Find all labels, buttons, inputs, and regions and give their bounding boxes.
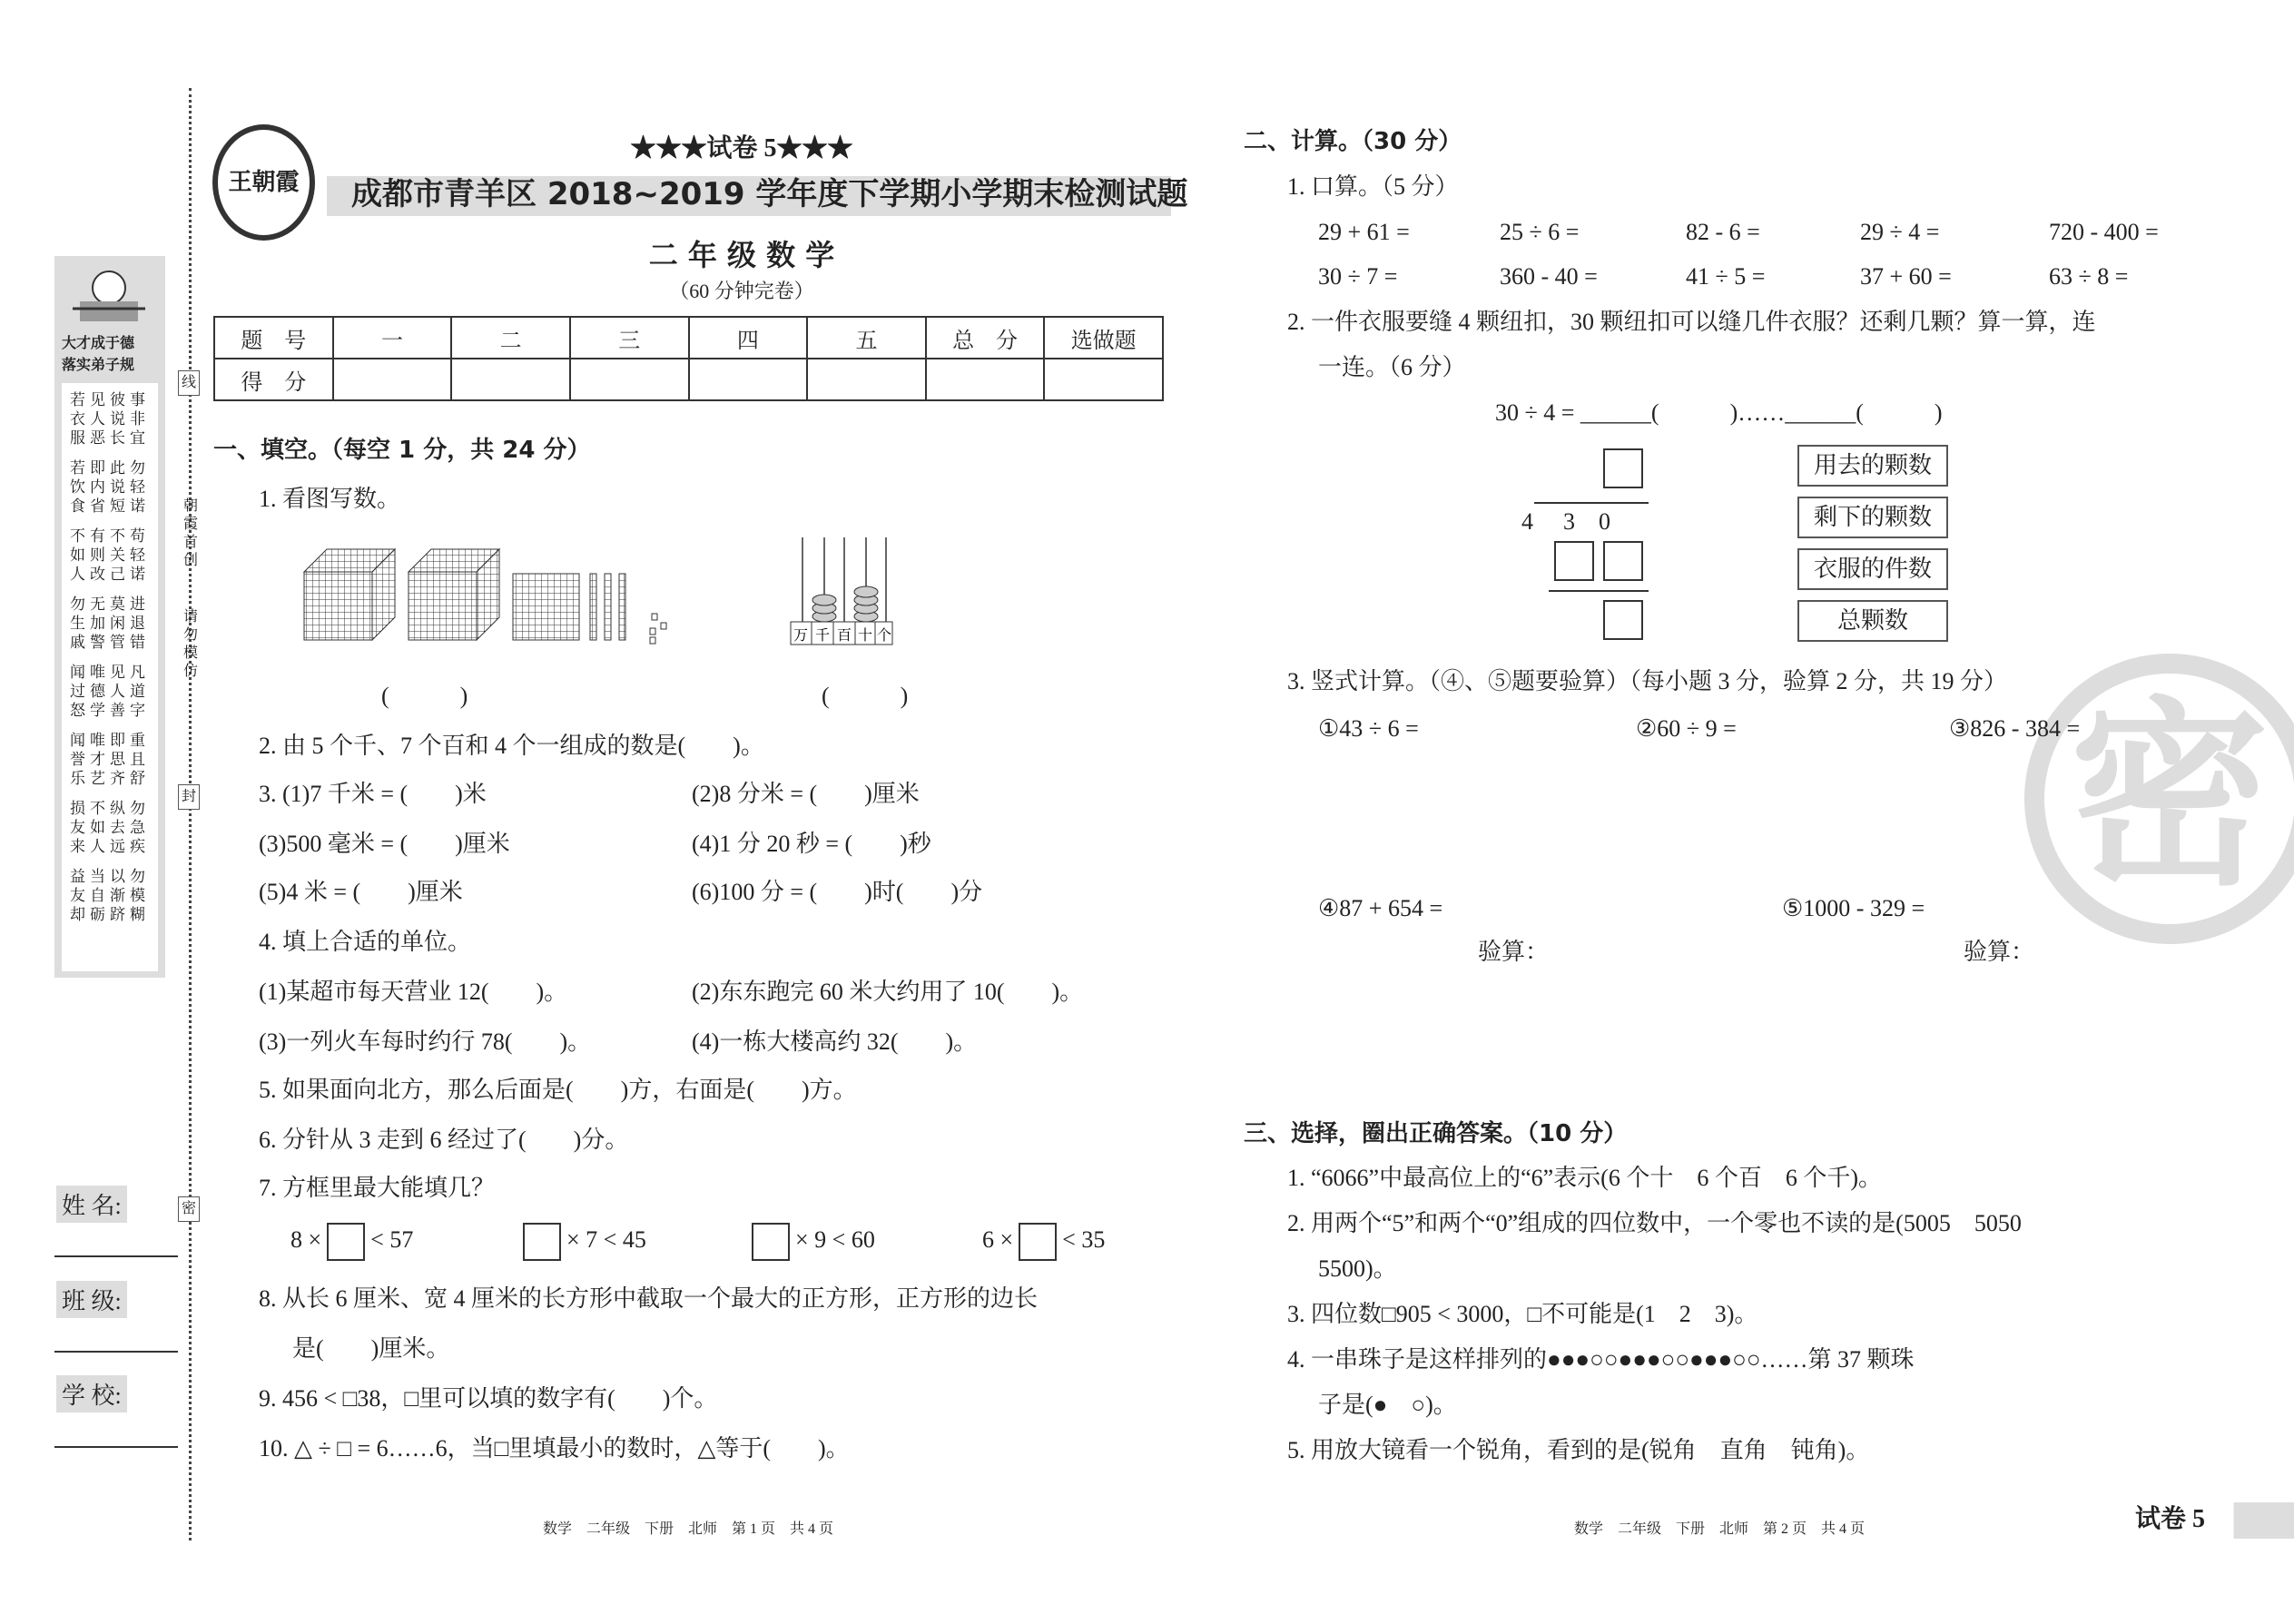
question: 8. 从长 6 厘米、宽 4 厘米的长方形中截取一个最大的正方形，正方形的边长 bbox=[259, 1285, 1039, 1312]
copyright-note: 请勿模仿 bbox=[182, 609, 198, 679]
oral-calc-item: 82 - 6 = bbox=[1686, 219, 1760, 245]
question: 6. 分针从 3 走到 6 经过了( )分。 bbox=[259, 1127, 629, 1153]
duration: （60 分钟完卷） bbox=[669, 280, 814, 302]
poem-line: 勿无莫进 bbox=[70, 595, 150, 613]
poem-line: 损不纵勿 bbox=[70, 800, 150, 817]
choice-question: 5500)。 bbox=[1318, 1255, 1397, 1282]
binding-line bbox=[189, 88, 192, 1540]
poem-line: 怒学善字 bbox=[70, 702, 150, 719]
question: 1. 看图写数。 bbox=[259, 486, 401, 512]
poem-block bbox=[62, 383, 158, 971]
q7-item: 8 × < 57 bbox=[290, 1223, 413, 1261]
section-title: 二、计算。（30 分） bbox=[1244, 128, 1462, 155]
cartoon-boy-icon bbox=[73, 265, 145, 329]
question: (2)8 分米 = ( )厘米 bbox=[692, 781, 920, 807]
score-cell[interactable] bbox=[926, 359, 1045, 400]
poem-line: 若见彼事 bbox=[70, 391, 150, 408]
question: 5. 如果面向北方，那么后面是( )方，右面是( )方。 bbox=[259, 1077, 857, 1103]
abacus-label: 个 bbox=[876, 628, 892, 644]
table-header-cell: 选做题 bbox=[1044, 317, 1163, 359]
name-field[interactable] bbox=[54, 1255, 178, 1257]
question: 9. 456 < □38，□里可以填的数字有( )个。 bbox=[259, 1385, 718, 1412]
choice-question: 4. 一串珠子是这样排列的●●●○○●●●○○●●●○○……第 37 颗珠 bbox=[1287, 1346, 1915, 1373]
equation: 30 ÷ 4 = ______( )……______( ) bbox=[1495, 399, 1943, 426]
oral-calc-item: 29 ÷ 4 = bbox=[1860, 219, 1940, 245]
poem-line: 却砺跻糊 bbox=[70, 906, 150, 923]
score-cell[interactable] bbox=[451, 359, 570, 400]
calc-item: ④87 + 654 = bbox=[1318, 895, 1443, 921]
exam-title: 成都市青羊区 2018~2019 学年度下学期小学期末检测试题 bbox=[351, 176, 1188, 212]
poem-line: 益当以勿 bbox=[70, 868, 150, 885]
poem-line: 友如去急 bbox=[70, 819, 150, 836]
poem-line: 饮内说轻 bbox=[70, 478, 150, 496]
choice-question: 5. 用放大镜看一个锐角，看到的是(锐角 直角 钝角)。 bbox=[1287, 1437, 1870, 1463]
answer-box[interactable] bbox=[752, 1223, 790, 1261]
question: 一连。（6 分） bbox=[1318, 354, 1466, 380]
page-footer: 数学 二年级 下册 北师 第 1 页 共 4 页 bbox=[542, 1521, 834, 1537]
section-title: 三、选择，圈出正确答案。（10 分） bbox=[1244, 1120, 1628, 1147]
calc-item: ②60 ÷ 9 = bbox=[1636, 715, 1737, 742]
answer-box[interactable] bbox=[1554, 541, 1594, 581]
division-bracket bbox=[1534, 502, 1649, 504]
ten-rod bbox=[619, 574, 625, 640]
question: 1. 口算。（5 分） bbox=[1287, 173, 1459, 200]
score-cell[interactable] bbox=[333, 359, 452, 400]
abacus-label: 百 bbox=[836, 628, 852, 644]
table-header-cell: 二 bbox=[451, 317, 570, 359]
choice-question: 3. 四位数□905 < 3000，□不可能是(1 2 3)。 bbox=[1287, 1301, 1758, 1327]
answer-box[interactable] bbox=[1603, 600, 1643, 640]
subject-title: 二 年 级 数 学 bbox=[648, 238, 835, 272]
division-line bbox=[1549, 590, 1649, 592]
answer-box[interactable] bbox=[327, 1223, 365, 1261]
poem-line: 誉才思且 bbox=[70, 751, 150, 768]
question: 3. 竖式计算。（④、⑤题要验算）（每小题 3 分，验算 2 分，共 19 分） bbox=[1287, 668, 2008, 694]
school-field[interactable] bbox=[54, 1446, 178, 1448]
name-label: 姓 名: bbox=[56, 1186, 127, 1223]
confidential-watermark: 密 bbox=[2024, 654, 2294, 944]
ten-rod bbox=[590, 574, 596, 640]
poem-line: 生加闲退 bbox=[70, 615, 150, 632]
base-ten-blocks-figure bbox=[300, 536, 699, 654]
question: 是( )厘米。 bbox=[292, 1335, 450, 1362]
poem-line: 若即此勿 bbox=[70, 459, 150, 477]
divisor: 4 bbox=[1521, 508, 1533, 535]
question: 2. 由 5 个千、7 个百和 4 个一组成的数是( )。 bbox=[259, 733, 764, 759]
match-label[interactable]: 剩下的颗数 bbox=[1797, 497, 1948, 538]
table-header-cell: 总 分 bbox=[926, 317, 1045, 359]
question: (4)一栋大楼高约 32( )。 bbox=[692, 1029, 978, 1055]
score-cell[interactable] bbox=[570, 359, 689, 400]
oral-calc-item: 37 + 60 = bbox=[1860, 263, 1952, 290]
abacus-label: 千 bbox=[814, 628, 831, 644]
q7-item: × 7 < 45 bbox=[517, 1223, 646, 1261]
question: 7. 方框里最大能填几？ bbox=[259, 1175, 496, 1201]
poem-line: 闻唯见凡 bbox=[70, 664, 150, 681]
binding-mark-xian: 线 bbox=[178, 370, 200, 396]
oral-calc-item: 41 ÷ 5 = bbox=[1686, 263, 1766, 290]
score-cell[interactable] bbox=[1044, 359, 1163, 400]
binding-mark-mi: 密 bbox=[178, 1196, 200, 1222]
poem-line: 友自渐模 bbox=[70, 887, 150, 904]
poem-line: 戚警管错 bbox=[70, 634, 150, 651]
check-label: 验算： bbox=[1478, 939, 1550, 965]
answer-box[interactable] bbox=[1603, 541, 1643, 581]
section-title: 一、填空。（每空 1 分，共 24 分） bbox=[213, 437, 591, 464]
poem-line: 过德人道 bbox=[70, 683, 150, 700]
question: (5)4 米 = ( )厘米 bbox=[259, 879, 463, 905]
poem-line: 服恶长宜 bbox=[70, 429, 150, 447]
calc-item: ⑤1000 - 329 = bbox=[1782, 895, 1925, 921]
poem-line: 人改己诺 bbox=[70, 566, 150, 583]
binding-mark-feng: 封 bbox=[178, 784, 200, 810]
oral-calc-item: 63 ÷ 8 = bbox=[2049, 263, 2129, 290]
question: (6)100 分 = ( )时( )分 bbox=[692, 879, 983, 905]
question: (3)500 毫米 = ( )厘米 bbox=[259, 831, 510, 857]
school-label: 学 校: bbox=[56, 1375, 127, 1412]
choice-question: 1. “6066”中最高位上的“6”表示(6 个十 6 个百 6 个千)。 bbox=[1287, 1165, 1882, 1191]
row-label: 得 分 bbox=[214, 359, 333, 400]
answer-blank[interactable]: ( ) bbox=[381, 683, 468, 709]
score-table bbox=[213, 316, 1164, 401]
page-footer: 数学 二年级 下册 北师 第 2 页 共 4 页 bbox=[1573, 1521, 1866, 1537]
choice-question: 2. 用两个“5”和两个“0”组成的四位数中，一个零也不读的是(5005 5050 bbox=[1287, 1210, 2022, 1236]
question: (2)东东跑完 60 米大约用了 10( )。 bbox=[692, 979, 1084, 1005]
poem-line: 衣人说非 bbox=[70, 410, 150, 428]
calc-item: ①43 ÷ 6 = bbox=[1318, 715, 1419, 742]
question: 4. 填上合适的单位。 bbox=[259, 929, 472, 955]
poem-line: 来人远疾 bbox=[70, 838, 150, 855]
motto-line: 大才成于德 bbox=[62, 334, 135, 351]
match-label[interactable]: 总颗数 bbox=[1797, 600, 1948, 642]
question: (1)某超市每天营业 12( )。 bbox=[259, 979, 568, 1005]
poem-line: 如则关轻 bbox=[70, 546, 150, 564]
abacus-figure bbox=[788, 536, 970, 654]
match-label[interactable]: 用去的颗数 bbox=[1797, 445, 1948, 487]
sidebar-panel bbox=[54, 256, 165, 978]
thousand-cube bbox=[409, 549, 499, 640]
q7-item: × 9 < 60 bbox=[746, 1223, 875, 1261]
abacus-label: 十 bbox=[857, 628, 873, 644]
question: (3)一列火车每时约行 78( )。 bbox=[259, 1029, 592, 1055]
thousand-cube bbox=[304, 549, 395, 640]
question: 3. (1)7 千米 = ( )米 bbox=[259, 781, 487, 807]
motto-line: 落实弟子规 bbox=[62, 356, 135, 373]
poem-line: 闻唯即重 bbox=[70, 732, 150, 749]
match-label[interactable]: 衣服的件数 bbox=[1797, 548, 1948, 590]
table-header-cell: 五 bbox=[807, 317, 926, 359]
q7-item: 6 × < 35 bbox=[982, 1223, 1105, 1261]
table-header-cell: 一 bbox=[333, 317, 452, 359]
series-label: ★★★试卷 5★★★ bbox=[630, 134, 853, 162]
calc-item: ③826 - 384 = bbox=[1949, 715, 2081, 742]
publisher-logo: 王朝霞 bbox=[212, 124, 315, 241]
oral-calc-item: 29 + 61 = bbox=[1318, 219, 1410, 245]
ten-rod bbox=[605, 574, 611, 640]
abacus-label: 万 bbox=[793, 628, 809, 644]
oral-calc-item: 30 ÷ 7 = bbox=[1318, 263, 1398, 290]
answer-box[interactable] bbox=[1603, 448, 1643, 488]
poem-line: 食省短诺 bbox=[70, 497, 150, 515]
class-field[interactable] bbox=[54, 1351, 178, 1353]
score-cell[interactable] bbox=[689, 359, 808, 400]
oral-calc-item: 360 - 40 = bbox=[1500, 263, 1598, 290]
question: (4)1 分 20 秒 = ( )秒 bbox=[692, 831, 931, 857]
question: 2. 一件衣服要缝 4 颗纽扣，30 颗纽扣可以缝几件衣服？还剩几颗？算一算，连 bbox=[1287, 309, 2096, 335]
oral-calc-item: 720 - 400 = bbox=[2049, 219, 2159, 245]
check-label: 验算： bbox=[1964, 939, 2035, 965]
table-header-cell: 四 bbox=[689, 317, 808, 359]
oral-calc-item: 25 ÷ 6 = bbox=[1500, 219, 1580, 245]
table-header-cell: 三 bbox=[570, 317, 689, 359]
paper-badge: 试卷 5 bbox=[2135, 1505, 2206, 1533]
poem-line: 不有不苟 bbox=[70, 527, 150, 545]
question: 10. △ ÷ □ = 6……6，当□里填最小的数时，△等于( )。 bbox=[259, 1435, 850, 1462]
hundred-flat bbox=[513, 574, 579, 640]
copyright-note: 朝霞首创 bbox=[182, 498, 198, 568]
dividend: 3 0 bbox=[1563, 508, 1611, 535]
answer-blank[interactable]: ( ) bbox=[822, 683, 909, 709]
class-label: 班 级: bbox=[56, 1281, 127, 1318]
poem-line: 乐艺齐舒 bbox=[70, 770, 150, 787]
answer-box[interactable] bbox=[1019, 1223, 1057, 1261]
score-cell[interactable] bbox=[807, 359, 926, 400]
choice-question: 子是(● ○)。 bbox=[1318, 1392, 1457, 1418]
table-header-cell: 题 号 bbox=[214, 317, 333, 359]
answer-box[interactable] bbox=[523, 1223, 561, 1261]
